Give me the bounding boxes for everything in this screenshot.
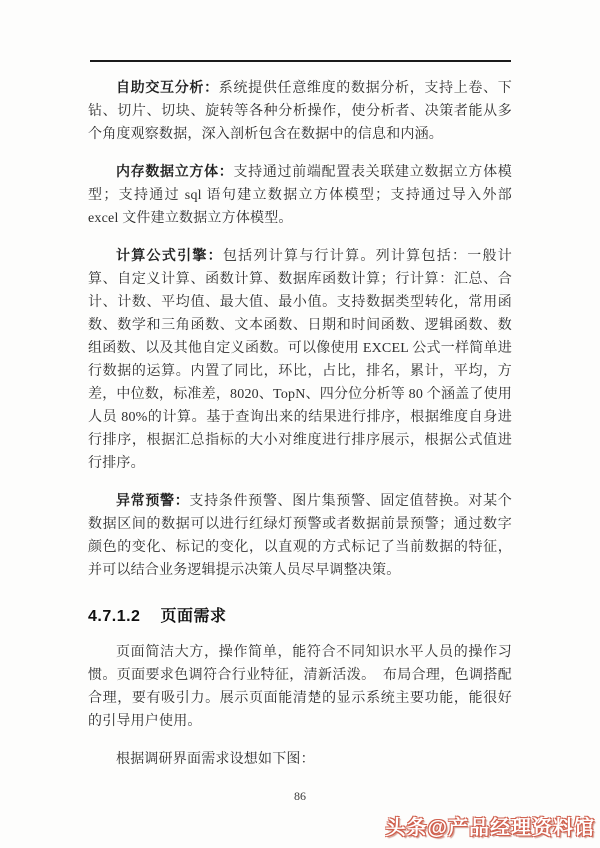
paragraph-lead-label: 自助交互分析：: [116, 81, 219, 96]
paragraph-lead-label: 异常预警：: [116, 494, 190, 509]
paragraph-anomaly-alert: [88, 490, 512, 582]
paragraph-page-requirements: [88, 641, 512, 733]
section-number: 4.7.1.2: [88, 608, 141, 625]
paragraph-lead-label: 计算公式引擎：: [116, 249, 223, 264]
paragraph-figure-intro: [88, 748, 512, 771]
paragraph-text: 根据调研界面需求设想如下图：: [116, 752, 315, 767]
paragraph-text: 支持条件预警、图片集预警、固定值替换。对某个数据区间的数据可以进行红绿灯预警或者数据前景预警；通过数字颜色的变化、标记的变化，以直观的方式标记了当前数据的特征，并可以结合业务逻辑提示决策人员尽早调整决策。: [88, 494, 512, 578]
watermark: 头条@产品经理资料馆: [385, 817, 595, 839]
page-content: [88, 62, 512, 771]
paragraph-text: 包括列计算与行计算。列计算包括：一般计算、自定义计算、函数计算、数据库函数计算；行计算：汇总、合计、计数、平均值、最大值、最小值。支持数据类型转化，常用函数、数学和三角函数、文本函数、日期和时间函数、逻辑函数、数组函数、以及其他自定义函数。可以像使用 EXCEL 公式一样简单进行数据的运算。内置了同比，环比，占比，排名，累计，平均，方差，中位数，标准差，8020、TopN、四分位分析等 80 个涵盖了使用人员 80%的计算。基于查询出来的结果进行排序，根据维度自身进行排序，根据汇总指标的大小对维度进行排序展示，根据公式值进行排序。: [88, 249, 512, 471]
paragraph-text: 页面简洁大方，操作简单，能符合不同知识水平人员的操作习惯。页面要求色调符合行业特征，清新活泼。 布局合理，色调搭配合理，要有吸引力。展示页面能清楚的显示系统主要功能，能很好的引导用户使用。: [88, 645, 512, 729]
paragraph-lead-label: 内存数据立方体：: [116, 165, 234, 180]
paragraph-text: 支持通过前端配置表关联建立数据立方体模型；支持通过 sql 语句建立数据立方体模型；支持通过导入外部 excel 文件建立数据立方体模型。: [88, 165, 512, 226]
section-heading: [88, 603, 512, 626]
section-title: 页面需求: [160, 608, 227, 625]
paragraph-formula-engine: [88, 245, 512, 475]
paragraph-text: 系统提供任意维度的数据分析，支持上卷、下钻、切片、切块、旋转等各种分析操作，使分析者、决策者能从多个角度观察数据，深入剖析包含在数据中的信息和内涵。: [88, 81, 512, 142]
paragraph-in-memory-cube: [88, 161, 512, 230]
page-number: 86: [294, 789, 306, 803]
paragraph-self-service-analysis: [88, 77, 512, 146]
